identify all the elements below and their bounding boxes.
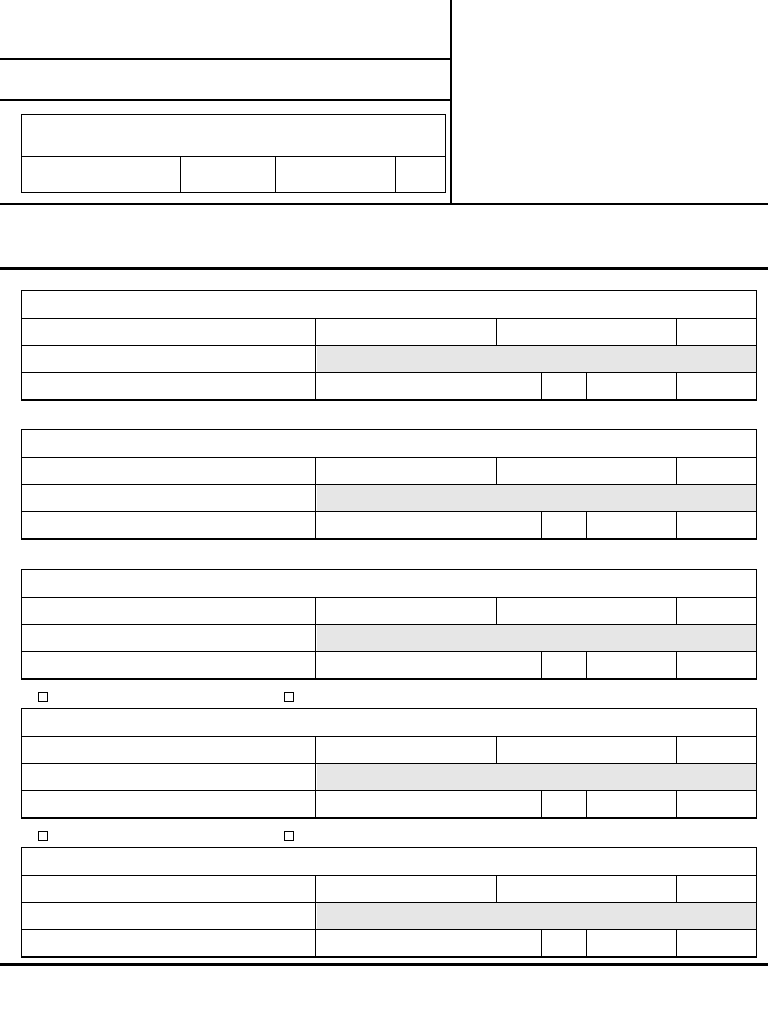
section-field-city[interactable] bbox=[22, 373, 315, 399]
section-field-c[interactable] bbox=[677, 737, 756, 763]
section-title-field[interactable] bbox=[22, 848, 756, 875]
section-field-e[interactable] bbox=[542, 652, 586, 678]
section-field-a[interactable] bbox=[316, 458, 496, 484]
section-field-city[interactable] bbox=[22, 652, 315, 678]
section-field-g[interactable] bbox=[677, 791, 756, 817]
header-field-2[interactable] bbox=[181, 157, 275, 192]
section-field-city[interactable] bbox=[22, 791, 315, 817]
section-field-f[interactable] bbox=[587, 373, 676, 399]
section-field-name[interactable] bbox=[22, 598, 315, 624]
section-field-address[interactable] bbox=[22, 764, 315, 790]
section-field-b[interactable] bbox=[497, 737, 676, 763]
section-title-field[interactable] bbox=[22, 291, 756, 318]
checkbox-right[interactable] bbox=[284, 831, 294, 841]
section-field-b[interactable] bbox=[497, 319, 676, 345]
checkbox-right[interactable] bbox=[284, 692, 294, 702]
section-field-name[interactable] bbox=[22, 876, 315, 902]
section-field-address[interactable] bbox=[22, 346, 315, 372]
section-shaded-field bbox=[317, 485, 756, 511]
info-row-bottom-rule bbox=[0, 267, 768, 270]
checkbox-left[interactable] bbox=[38, 692, 48, 702]
section-field-a[interactable] bbox=[316, 319, 496, 345]
section-field-g[interactable] bbox=[677, 930, 756, 956]
section-field-c[interactable] bbox=[677, 319, 756, 345]
section-field-f[interactable] bbox=[587, 791, 676, 817]
form-section bbox=[21, 290, 757, 402]
section-field-g[interactable] bbox=[677, 373, 756, 399]
section-shaded-field bbox=[317, 764, 756, 790]
section-field-e[interactable] bbox=[542, 373, 586, 399]
section-shaded-field bbox=[317, 903, 756, 929]
header-field-1[interactable] bbox=[22, 157, 180, 192]
header-rule bbox=[0, 99, 452, 101]
form-bottom-rule bbox=[0, 963, 768, 966]
section-title-field[interactable] bbox=[22, 570, 756, 597]
header-divider-vertical bbox=[450, 0, 452, 204]
section-title-field[interactable] bbox=[22, 709, 756, 736]
header-bottom-rule bbox=[0, 203, 768, 205]
section-field-address[interactable] bbox=[22, 625, 315, 651]
section-field-b[interactable] bbox=[497, 876, 676, 902]
checkbox-left[interactable] bbox=[38, 831, 48, 841]
section-field-g[interactable] bbox=[677, 512, 756, 538]
section-field-b[interactable] bbox=[497, 458, 676, 484]
section-field-name[interactable] bbox=[22, 458, 315, 484]
header-field-3[interactable] bbox=[276, 157, 395, 192]
section-field-address[interactable] bbox=[22, 485, 315, 511]
header-field-main[interactable] bbox=[22, 115, 445, 156]
section-field-e[interactable] bbox=[542, 791, 586, 817]
section-field-name[interactable] bbox=[22, 319, 315, 345]
section-field-b[interactable] bbox=[497, 598, 676, 624]
section-shaded-field bbox=[317, 346, 756, 372]
header-field-grid bbox=[21, 114, 446, 193]
header-right-panel bbox=[460, 8, 760, 198]
form-section bbox=[21, 429, 757, 541]
info-row bbox=[8, 210, 760, 264]
section-field-c[interactable] bbox=[677, 598, 756, 624]
section-field-a[interactable] bbox=[316, 876, 496, 902]
section-field-a[interactable] bbox=[316, 737, 496, 763]
section-field-a[interactable] bbox=[316, 598, 496, 624]
header-subtitle bbox=[8, 64, 438, 94]
header-field-4[interactable] bbox=[396, 157, 445, 192]
section-field-city[interactable] bbox=[22, 930, 315, 956]
section-field-c[interactable] bbox=[677, 876, 756, 902]
section-field-d[interactable] bbox=[316, 930, 541, 956]
section-field-f[interactable] bbox=[587, 930, 676, 956]
form-section bbox=[21, 569, 757, 681]
section-field-d[interactable] bbox=[316, 373, 541, 399]
section-field-c[interactable] bbox=[677, 458, 756, 484]
section-field-e[interactable] bbox=[542, 512, 586, 538]
section-field-d[interactable] bbox=[316, 791, 541, 817]
section-field-g[interactable] bbox=[677, 652, 756, 678]
form-section bbox=[21, 847, 757, 959]
section-field-d[interactable] bbox=[316, 512, 541, 538]
header-title bbox=[8, 12, 438, 52]
section-field-f[interactable] bbox=[587, 512, 676, 538]
header-rule bbox=[0, 58, 452, 60]
section-field-d[interactable] bbox=[316, 652, 541, 678]
section-title-field[interactable] bbox=[22, 430, 756, 457]
form-section bbox=[21, 708, 757, 820]
section-field-name[interactable] bbox=[22, 737, 315, 763]
section-field-address[interactable] bbox=[22, 903, 315, 929]
section-field-city[interactable] bbox=[22, 512, 315, 538]
section-field-e[interactable] bbox=[542, 930, 586, 956]
section-shaded-field bbox=[317, 625, 756, 651]
section-field-f[interactable] bbox=[587, 652, 676, 678]
